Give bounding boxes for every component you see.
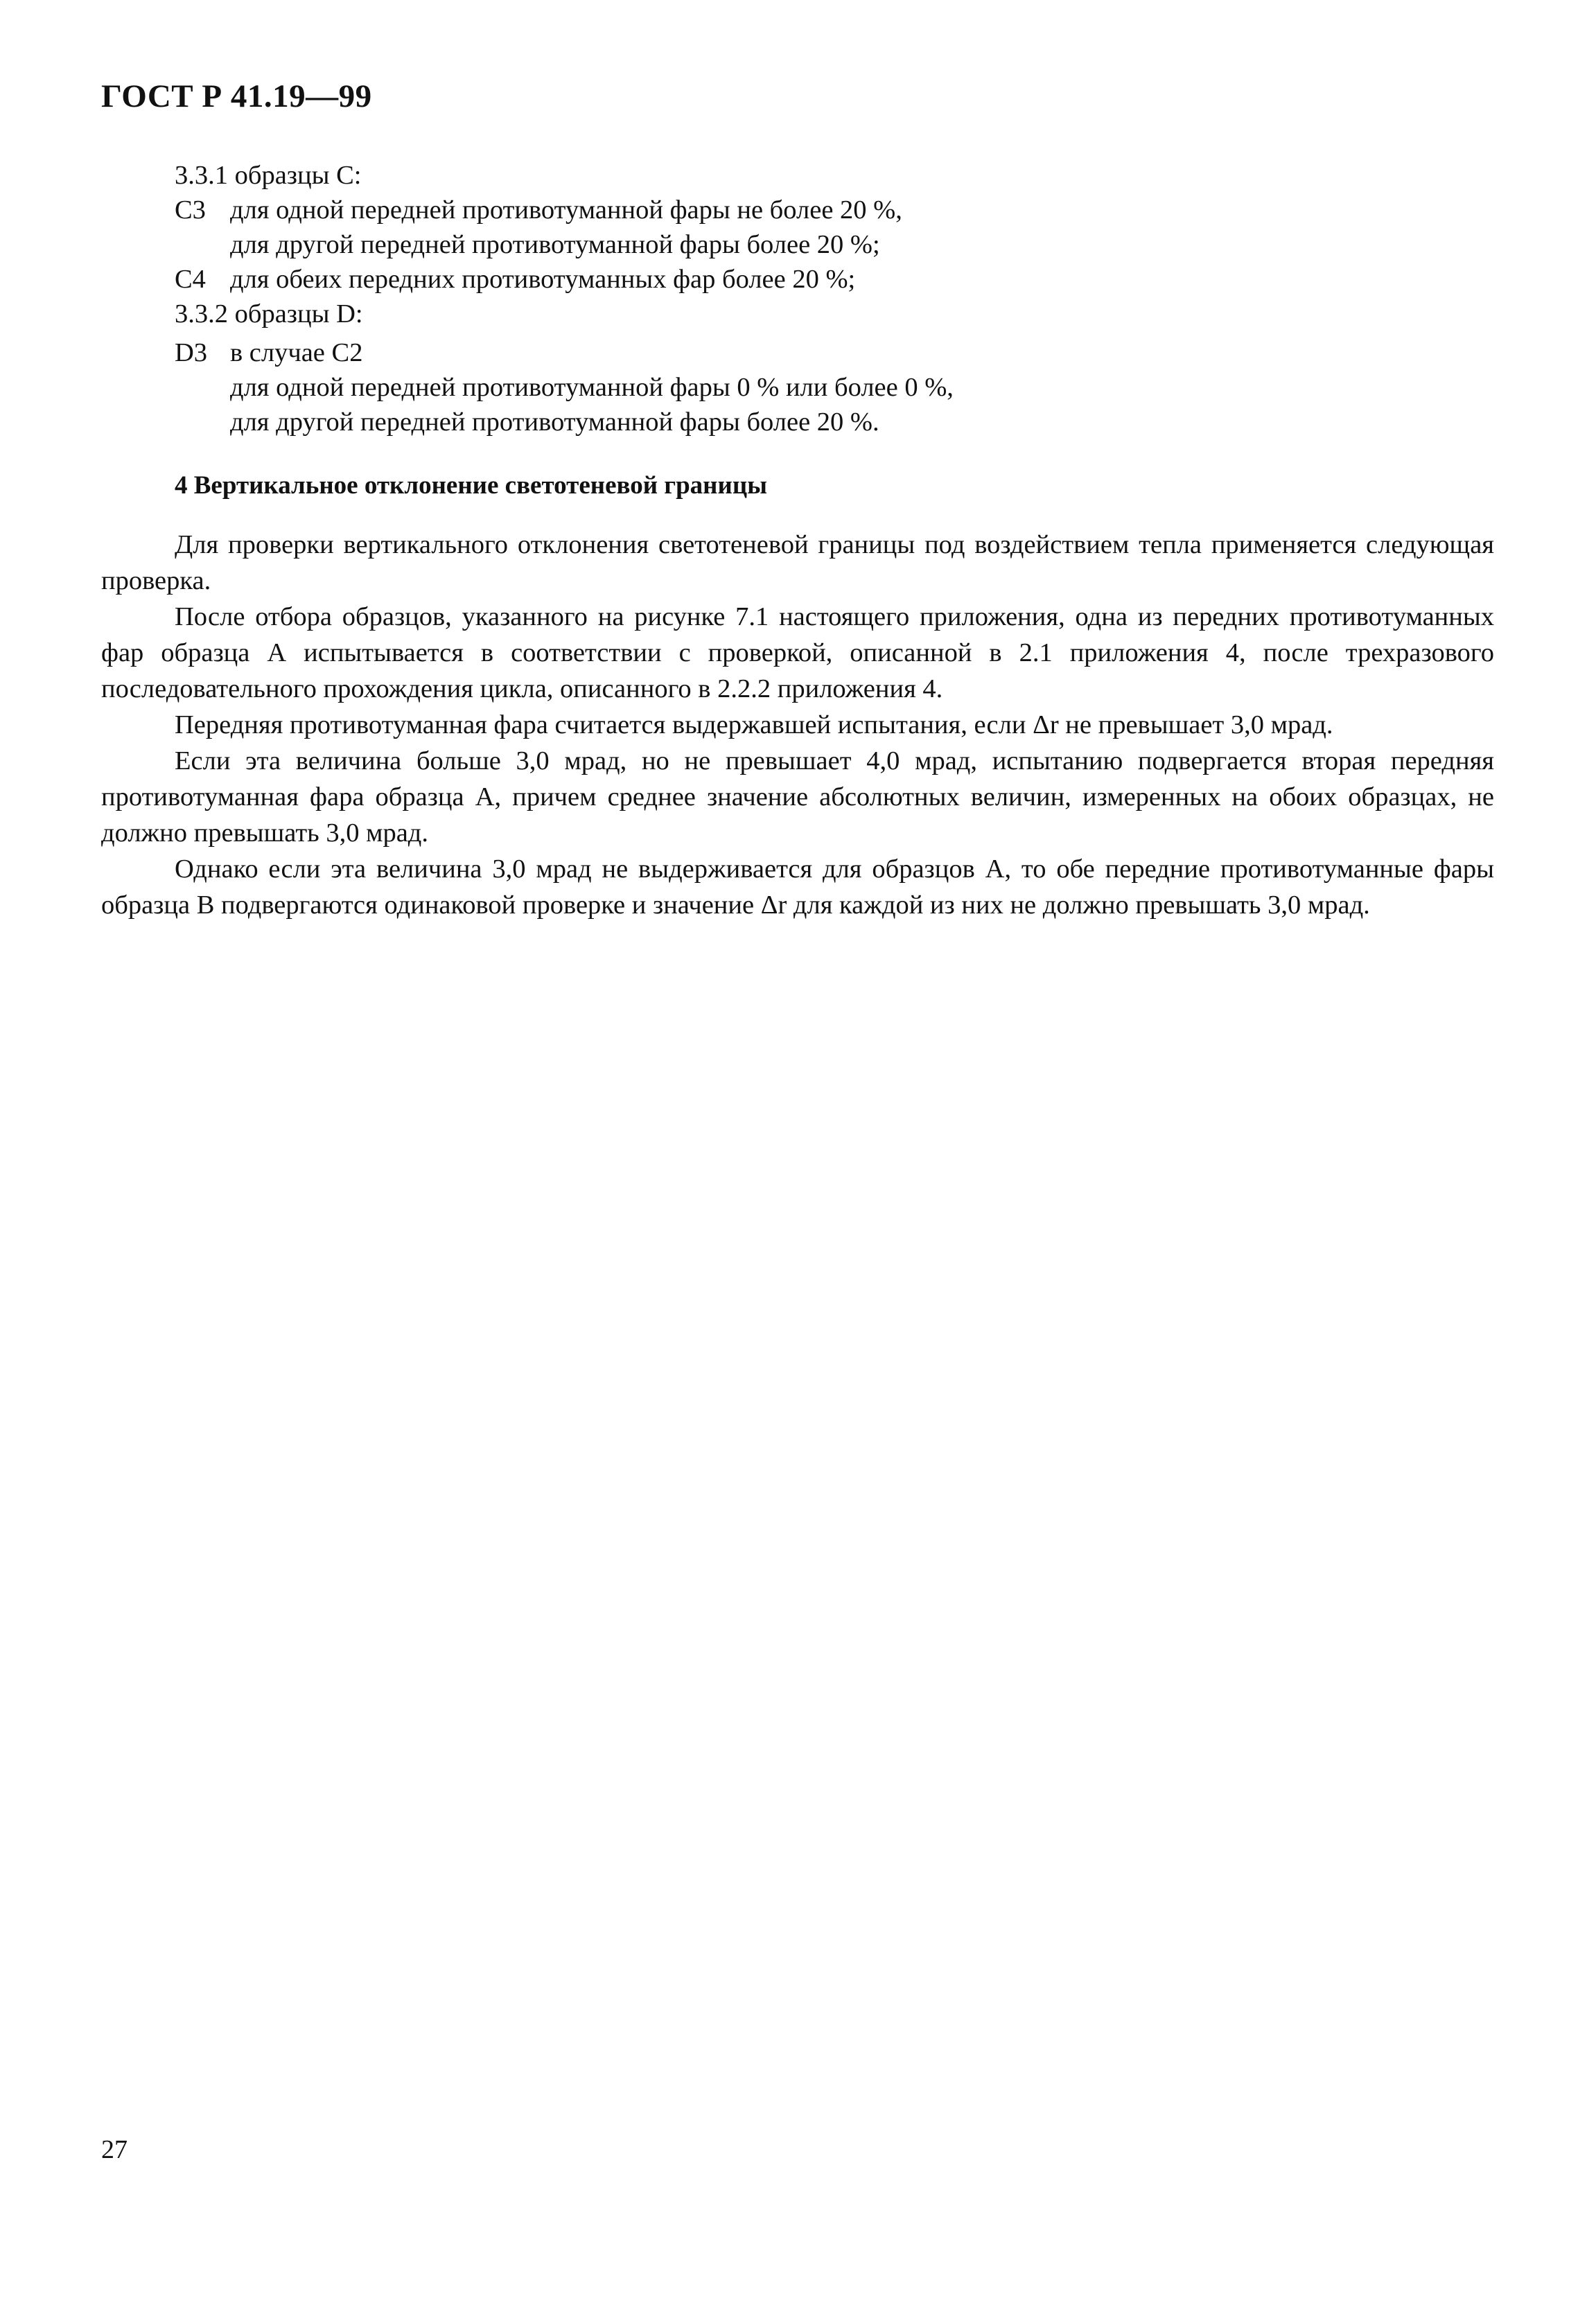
list-item-continuation: для другой передней противотуманной фары более 20 %; <box>230 230 880 259</box>
list-item-text: для обеих передних противотуманных фар более 20 %; <box>230 265 856 294</box>
list-item-code: С4 <box>175 265 206 294</box>
paragraph: Однако если эта величина 3,0 мрад не выдерживается для образцов А, то обе передние противотуманные фары образца В подвергаются одинаковой проверке и значение Δr для каждой из них не должно превышать 3,0 мрад. <box>101 854 1494 920</box>
list-item-continuation: для другой передней противотуманной фары более 20 %. <box>230 407 879 437</box>
list-item-code: С3 <box>175 195 206 225</box>
paragraph: Если эта величина больше 3,0 мрад, но не превышает 4,0 мрад, испытанию подвергается вторая передняя противотуманная фара образца А, причем среднее значение абсолютных величин, измеренных на обоих образцах, не должно превышать 3,0 мрад. <box>101 746 1494 848</box>
paragraph: Передняя противотуманная фара считается выдержавшей испытания, если Δr не превышает 3,0 мрад. <box>175 710 1333 739</box>
list-item-d3 <box>101 335 1494 370</box>
paragraph: Для проверки вертикального отклонения светотеневой границы под воздействием тепла применяется следующая проверка. <box>101 530 1494 595</box>
list-heading-d: 3.3.2 образцы D: <box>175 299 363 328</box>
list-item-text: в случае С2 <box>230 338 363 367</box>
document-id-header: ГОСТ Р 41.19—99 <box>101 78 372 114</box>
list-item-code: D3 <box>175 338 208 367</box>
section-title: 4 Вертикальное отклонение светотеневой границы <box>175 471 768 500</box>
list-heading-c: 3.3.1 образцы С: <box>175 161 362 190</box>
list-item-c4 <box>101 262 1494 297</box>
list-item-continuation: для одной передней противотуманной фары 0 % или более 0 %, <box>230 373 954 402</box>
list-item-text: для одной передней противотуманной фары не более 20 %, <box>230 195 902 225</box>
list-item-c3 <box>101 193 1494 227</box>
page-number: 27 <box>101 2135 128 2164</box>
paragraph: После отбора образцов, указанного на рисунке 7.1 настоящего приложения, одна из передних противотуманных фар образца А испытывается в соответствии с проверкой, описанной в 2.1 приложения 4, после трехразового последовательного прохождения цикла, описанного в 2.2.2 приложения 4. <box>101 602 1494 703</box>
page-content <box>101 158 1494 923</box>
